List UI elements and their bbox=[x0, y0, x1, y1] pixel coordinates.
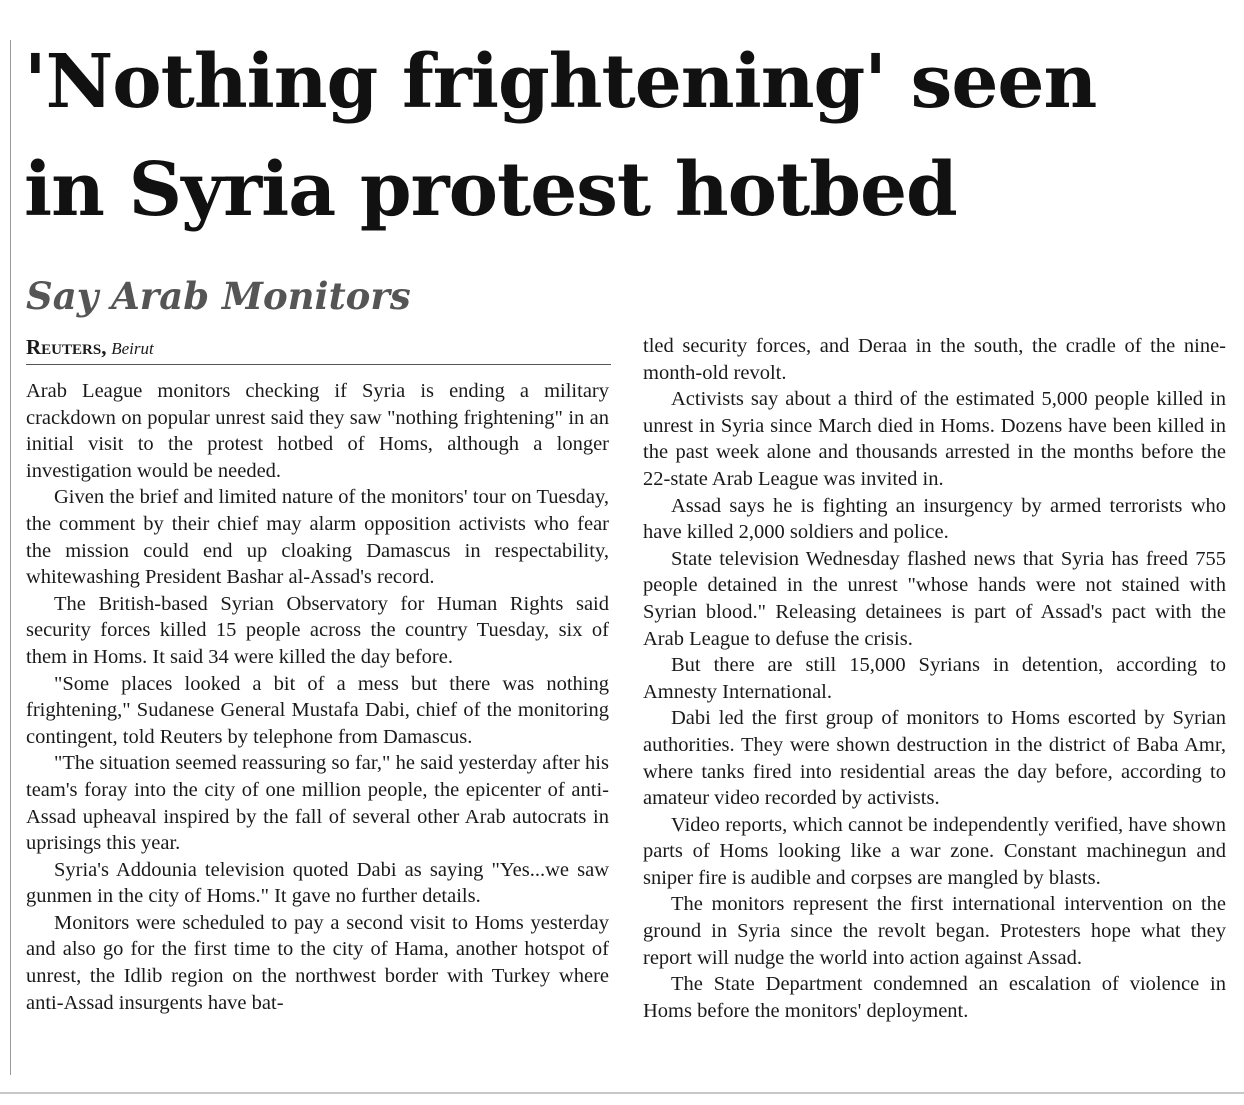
body-paragraph: "The situation seemed reassuring so far," he said yesterday after his team's foray into the city of one million people, the epicenter of anti-Assad upheaval inspired by the fall of several other Arab autocrats in uprisings this year. bbox=[26, 752, 609, 855]
body-paragraph: The British-based Syrian Observatory for Human Rights said security forces killed 15 people across the country Tuesday, six of them in Homs. It said 34 were killed the day before. bbox=[26, 592, 609, 668]
body-paragraph: The monitors represent the first international intervention on the ground in Syria since the revolt began. Protesters hope what they report will nudge the world into action against Assad. bbox=[643, 893, 1226, 969]
headline bbox=[24, 28, 1234, 244]
body-paragraph: Dabi led the first group of monitors to Homs escorted by Syrian authorities. They were shown destruction in the district of Baba Amr, where tanks fired into residential areas the day before, according to amateur video recorded by activists. bbox=[643, 707, 1226, 810]
body-paragraph: Arab League monitors checking if Syria is ending a military crackdown on popular unrest said they saw "nothing frightening" in an initial visit to the protest hotbed of Homs, although a longer investigation would be needed. bbox=[26, 380, 609, 482]
byline bbox=[26, 334, 611, 365]
byline-location: Beirut bbox=[111, 339, 154, 358]
byline-agency: Reuters, bbox=[26, 335, 107, 359]
body-paragraph: The State Department condemned an escalation of violence in Homs before the monitors' deployment. bbox=[643, 973, 1226, 1022]
article-column-left bbox=[26, 378, 609, 1016]
body-paragraph: "Some places looked a bit of a mess but there was nothing frightening," Sudanese General Mustafa Dabi, chief of the monitoring contingent, told Reuters by telephone from Damascus. bbox=[26, 672, 609, 748]
headline-line-1: 'Nothing frightening' seen bbox=[24, 39, 1097, 125]
body-paragraph-continued: tled security forces, and Deraa in the south, the cradle of the nine-month-old revolt. bbox=[643, 335, 1226, 384]
body-paragraph: State television Wednesday flashed news that Syria has freed 755 people detained in the unrest "whose hands were not stained with Syrian blood." Releasing detainees is part of Assad's pact with the Arab League to defuse the crisis. bbox=[643, 547, 1226, 650]
body-paragraph: Assad says he is fighting an insurgency by armed terrorists who have killed 2,000 soldiers and police. bbox=[643, 494, 1226, 544]
body-paragraph: But there are still 15,000 Syrians in detention, according to Amnesty International. bbox=[643, 654, 1226, 703]
subheadline: Say Arab Monitors bbox=[26, 274, 411, 318]
body-paragraph: Monitors were scheduled to pay a second visit to Homs yesterday and also go for the first time to the city of Hama, another hotspot of unrest, the Idlib region on the northwest border with Turkey where anti-Assad insurgents have bat- bbox=[26, 911, 609, 1014]
body-paragraph: Video reports, which cannot be independently verified, have shown parts of Homs looking like a war zone. Constant machinegun and sniper fire is audible and corpses are mangled by blasts. bbox=[643, 813, 1226, 889]
article-column-right bbox=[643, 333, 1226, 1024]
body-paragraph: Syria's Addounia television quoted Dabi as saying "Yes...we saw gunmen in the city of Homs." It gave no further details. bbox=[26, 858, 609, 908]
bottom-rule bbox=[0, 1092, 1244, 1094]
headline-line-2: in Syria protest hotbed bbox=[24, 147, 957, 233]
body-paragraph: Given the brief and limited nature of the monitors' tour on Tuesday, the comment by their chief may alarm opposition activists who fear the mission could end up cloaking Damascus in respectability, whitewashing President Bashar al-Assad's record. bbox=[26, 486, 609, 589]
left-column-rule bbox=[10, 40, 11, 1075]
body-paragraph: Activists say about a third of the estimated 5,000 people killed in unrest in Syria since March died in Homs. Dozens have been killed in the past week alone and thousands arrested in the months before the 22-state Arab League was invited in. bbox=[643, 388, 1226, 490]
